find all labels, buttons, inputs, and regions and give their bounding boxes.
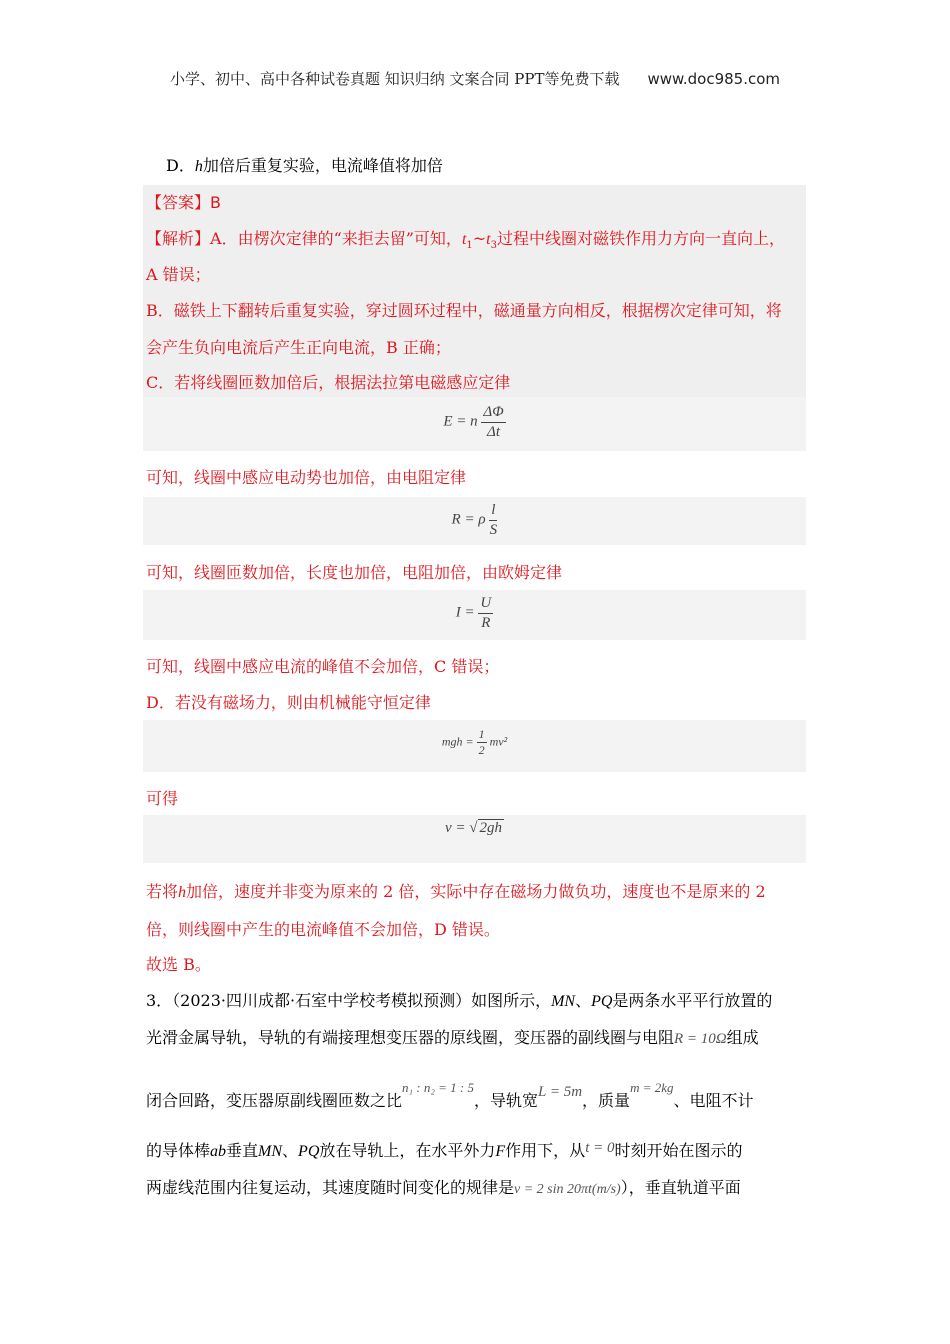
q3-line2: 光滑金属导轨，导轨的有端接理想变压器的原线圈，变压器的副线圈与电阻R = 10Ω组成 xyxy=(146,1028,759,1047)
analysis-a-line1: 【解析】A．由楞次定律的“来拒去留”可知，$t_1\sim t_3$过程中线圈对磁铁作用力方向一直向上， xyxy=(146,229,786,252)
analysis-b-line1: B．磁铁上下翻转后重复实验，穿过圆环过程中，磁通量方向相反，根据楞次定律可知，将 xyxy=(146,301,782,320)
option-d: D．h加倍后重复实验，电流峰值将加倍 xyxy=(166,156,443,175)
q3-line1: 3．（2023·四川成都·石室中学校考模拟预测）如图所示，MN、PQ是两条水平平行放置的 xyxy=(146,991,773,1010)
analysis-c-line3: 可知，线圈匝数加倍，长度也加倍，电阻加倍，由欧姆定律 xyxy=(146,563,563,582)
header-text: 小学、初中、高中各种试卷真题 知识归纳 文案合同 PPT等免费下载 xyxy=(169,70,620,88)
analysis-d-line1: D．若没有磁场力，则由机械能守恒定律 xyxy=(146,693,431,712)
gap-4 xyxy=(143,772,806,815)
analysis-conclusion: 故选 B。 xyxy=(146,955,211,974)
formula-resistance: R = ρ $\frac{l}{S}$ xyxy=(451,502,498,538)
page-header xyxy=(0,68,950,89)
formula-velocity: v = √ 2gh xyxy=(444,820,502,836)
q3-line3: 闭合回路，变压器原副线圈匝数之比$^{n_1 : n_2 = 1 : 5}$，导轨宽L = 5m，质量$^{m = 2kg}$、电阻不计 xyxy=(146,1080,754,1110)
header-site: www.doc985.com xyxy=(647,70,781,88)
formula-ohm: I = $\frac{U}{R}$ xyxy=(455,595,492,631)
analysis-d-line2: 可得 xyxy=(146,789,179,808)
analysis-a-line2: A 错误； xyxy=(146,265,211,284)
q3-line5: 两虚线范围内往复运动，其速度随时间变化的规律是v = 2 sin 20πt(m/s)），垂直轨道平面 xyxy=(146,1178,741,1197)
analysis-c-line4: 可知，线圈中感应电流的峰值不会加倍，C 错误； xyxy=(146,657,500,676)
formula-energy: mgh = $\frac{1}{2}$ mv² xyxy=(441,727,508,757)
formula-emf: E = n $\frac{\Delta\Phi}{\Delta t}$ xyxy=(443,404,504,440)
analysis-d-line4: 倍，则线圈中产生的电流峰值不会加倍，D 错误。 xyxy=(146,920,500,939)
analysis-c-line2: 可知，线圈中感应电动势也加倍，由电阻定律 xyxy=(146,468,467,487)
analysis-b-line2: 会产生负向电流后产生正向电流，B 正确； xyxy=(146,338,451,357)
q3-line4: 的导体棒ab垂直MN、PQ放在导轨上，在水平外力F作用下，从t = 0时刻开始在图示的 xyxy=(146,1140,743,1160)
answer-line: 【答案】B xyxy=(146,193,221,212)
analysis-c-line1: C．若将线圈匝数加倍后，根据法拉第电磁感应定律 xyxy=(146,373,511,392)
analysis-d-line3: 若将h加倍，速度并非变为原来的 2 倍，实际中存在磁场力做负功，速度也不是原来的 2 xyxy=(146,882,766,901)
